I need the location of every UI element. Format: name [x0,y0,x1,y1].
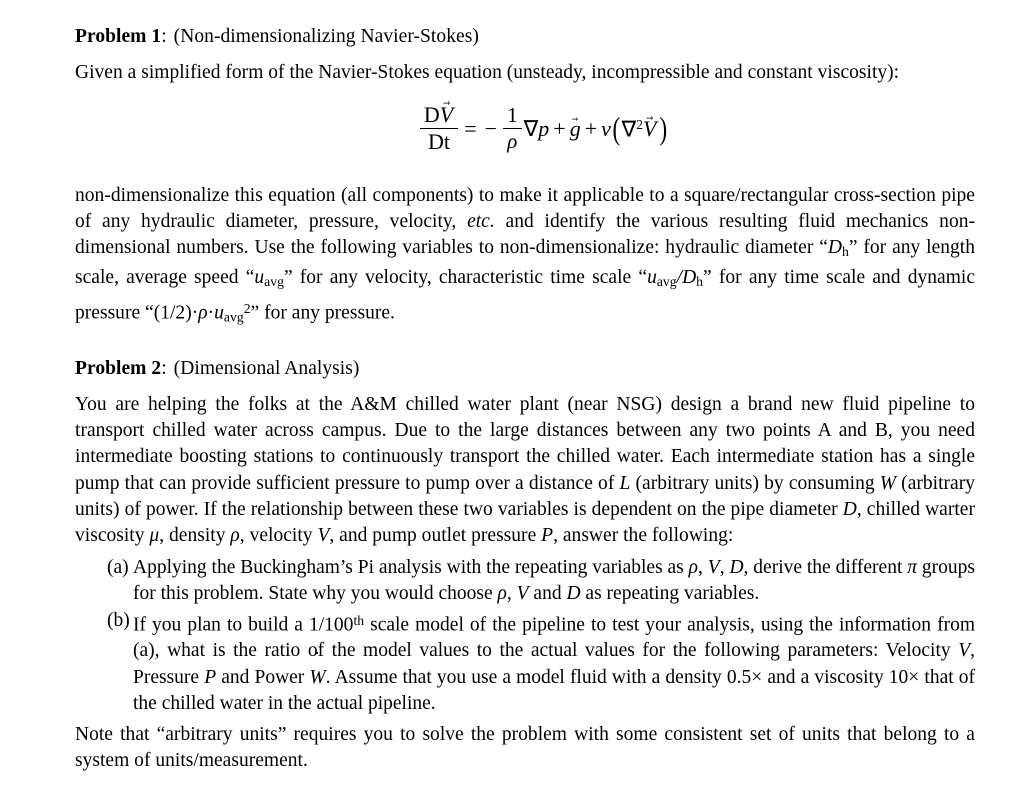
material-derivative-fraction [420,103,458,155]
item-a-t7: and [528,583,567,605]
symbol-uavg-3-subscript: avg [223,309,244,325]
item-a-V: V [707,557,720,579]
item-b-t5: . Assume that you use a model fluid with a density 0.5× and a viscosity 10× that of the chilled water in the actual pipeline. [133,666,975,714]
list-item-marker-a: (a) [107,557,129,579]
material-derivative-denominator: Dt [428,129,451,155]
laplacian-velocity-term: ∇$^2$V → [622,118,658,141]
section-spacer [75,330,975,359]
p2-text-g: , and pump outlet pressure [329,524,542,546]
symbol-rho: ρ [198,302,208,324]
problem-1-heading [75,27,975,47]
list-item [75,608,975,718]
p1-text-1: non-dimensionalize this equation (all components) to make it applicable to a square/rectangular cross-section pipe of any hydraulic diameter, pressure, velocity, [75,184,975,232]
item-a-D: D [729,557,744,579]
problem-2-colon: : [161,358,167,380]
kinematic-viscosity-symbol: ν [601,115,611,141]
p1-text-4: ” for any velocity, characteristic time scale “ [283,267,648,289]
gravity-vector-symbol: g → [570,118,581,140]
symbol-V: V [317,524,330,546]
problem-2-title: (Dimensional Analysis) [173,358,360,380]
navier-stokes-equation [75,103,975,165]
symbol-L: L [619,472,631,494]
item-a-rho: ρ [688,557,699,579]
item-a-t8: as repeating variables. [580,583,760,605]
item-b-t2: scale model of the pipeline to test your analysis, using the information from (a), what is the ratio of the model values to the actual values for the following parameters: Velocity [133,614,976,662]
item-a-rho-2: ρ [497,583,507,605]
p2-text-a: You are helping the folks at the A&M chilled water plant (near NSG) design a brand new fluid pipeline to transport chilled water across campus. Due to the large distances between any two points A and B, you need intermediate boosting stations to continuously transport the chilled water. Each intermediate station has a single pump that can provide sufficient pressure to pump over a distance of [75,393,975,494]
problem-1-intro: Given a simplified form of the Navier-Stokes equation (unsteady, incompressible and constant viscosity): [75,61,900,83]
item-a-D-2: D [566,583,581,605]
p2-text-c: (arbitrary units) of power. If the relationship between these two variables is dependent on the pipe diameter [75,472,975,520]
item-b-t1: If you plan to build a 1/100 [133,614,354,636]
problem-1-colon: : [161,26,167,47]
middot-separator: · [207,302,215,324]
symbol-Dh-2: D [682,267,697,289]
slash-separator: / [676,267,683,289]
problem-2-body [75,392,975,549]
symbol-uavg-subscript: avg [264,274,284,290]
p1-text-3: ” for any length scale, average speed “ [75,237,976,289]
equation-inline [418,103,668,155]
right-paren: ) [658,110,667,146]
symbol-power-Wdot: W ˙ [880,471,896,497]
laplacian-exponent: 2 [636,116,644,132]
symbol-Dh: D [827,237,843,259]
plus-sign-2: + [584,115,598,141]
p2-text-h: , answer the following: [553,524,734,546]
problem-2-label: Problem 2 [75,358,162,380]
symbol-uavg-2: u [647,267,657,289]
left-paren: ( [612,110,621,146]
item-a-t1: Applying the Buckingham’s Pi analysis with the repeating variables as [133,557,689,579]
symbol-Dh-subscript: h [842,244,849,260]
velocity-vector-symbol-2: V → [643,118,657,140]
problem-1-title: (Non-dimensionalizing Navier-Stokes) [173,26,479,47]
item-a-t4: , derive the different [743,557,908,579]
problem-2-heading [75,359,975,379]
material-derivative-numerator: DV → [420,103,458,128]
problem-1-body [75,183,975,331]
list-item [75,555,975,607]
p2-text-e: , density [159,524,231,546]
item-b-t4: and Power [216,666,310,688]
p2-text-b: (arbitrary units) by consuming [630,472,880,494]
p1-text-2: and identify the various resulting fluid mechanics non-dimensional numbers. Use the following variables to non-dimensionalize: hydraulic diameter “ [75,210,976,259]
item-a-pi: π [907,557,918,579]
symbol-uavg-3-exponent: 2 [243,300,251,316]
one-over-rho-fraction [503,104,522,154]
symbol-P: P [541,524,554,546]
list-item-marker-b: (b) [107,609,130,631]
item-a-t5: groups for this problem. State why you would choose [133,557,975,605]
fraction-numerator-one: 1 [507,102,518,127]
p2-text-f: , velocity [239,524,318,546]
p1-text-5: ” for any time scale and dynamic pressure “(1/2)· [75,267,975,324]
symbol-D: D [842,498,857,520]
plus-sign-1: + [553,115,566,141]
velocity-vector-symbol: V → [440,103,454,128]
item-b-t3: , Pressure [133,640,975,688]
p2-text-d: , chilled warter viscosity [75,498,975,546]
symbol-uavg-3: u [214,302,224,324]
symbol-Dh-2-subscript: h [696,274,704,290]
minus-sign: − [484,115,498,141]
item-b-V: V [958,640,971,662]
problem-2-note: Note that “arbitrary units” requires you to solve the problem with some consistent set of units that belong to a system of units/measurement. [75,724,975,772]
pressure-gradient-term: ∇p [523,115,550,141]
symbol-uavg: u [254,267,265,289]
item-a-V-2: V [516,583,529,605]
symbol-rho-2: ρ [230,524,240,546]
p1-etc: etc. [467,210,495,232]
p1-text-6: ” for any pressure. [250,302,395,324]
fraction-denominator-rho: ρ [507,129,518,154]
item-b-ordinal-suffix: th [353,612,365,628]
item-a-t6: , [506,583,517,605]
problem-2-subquestions [75,555,975,717]
equals-sign: = [464,115,477,141]
item-a-t2: , [698,557,708,579]
item-b-power-Wdot: W ˙ [309,665,325,691]
item-b-P: P [204,666,217,688]
symbol-uavg-2-subscript: avg [656,274,677,290]
problem-1-label: Problem 1 [75,26,162,47]
symbol-mu: μ [149,524,160,546]
item-a-t3: , [719,557,730,579]
